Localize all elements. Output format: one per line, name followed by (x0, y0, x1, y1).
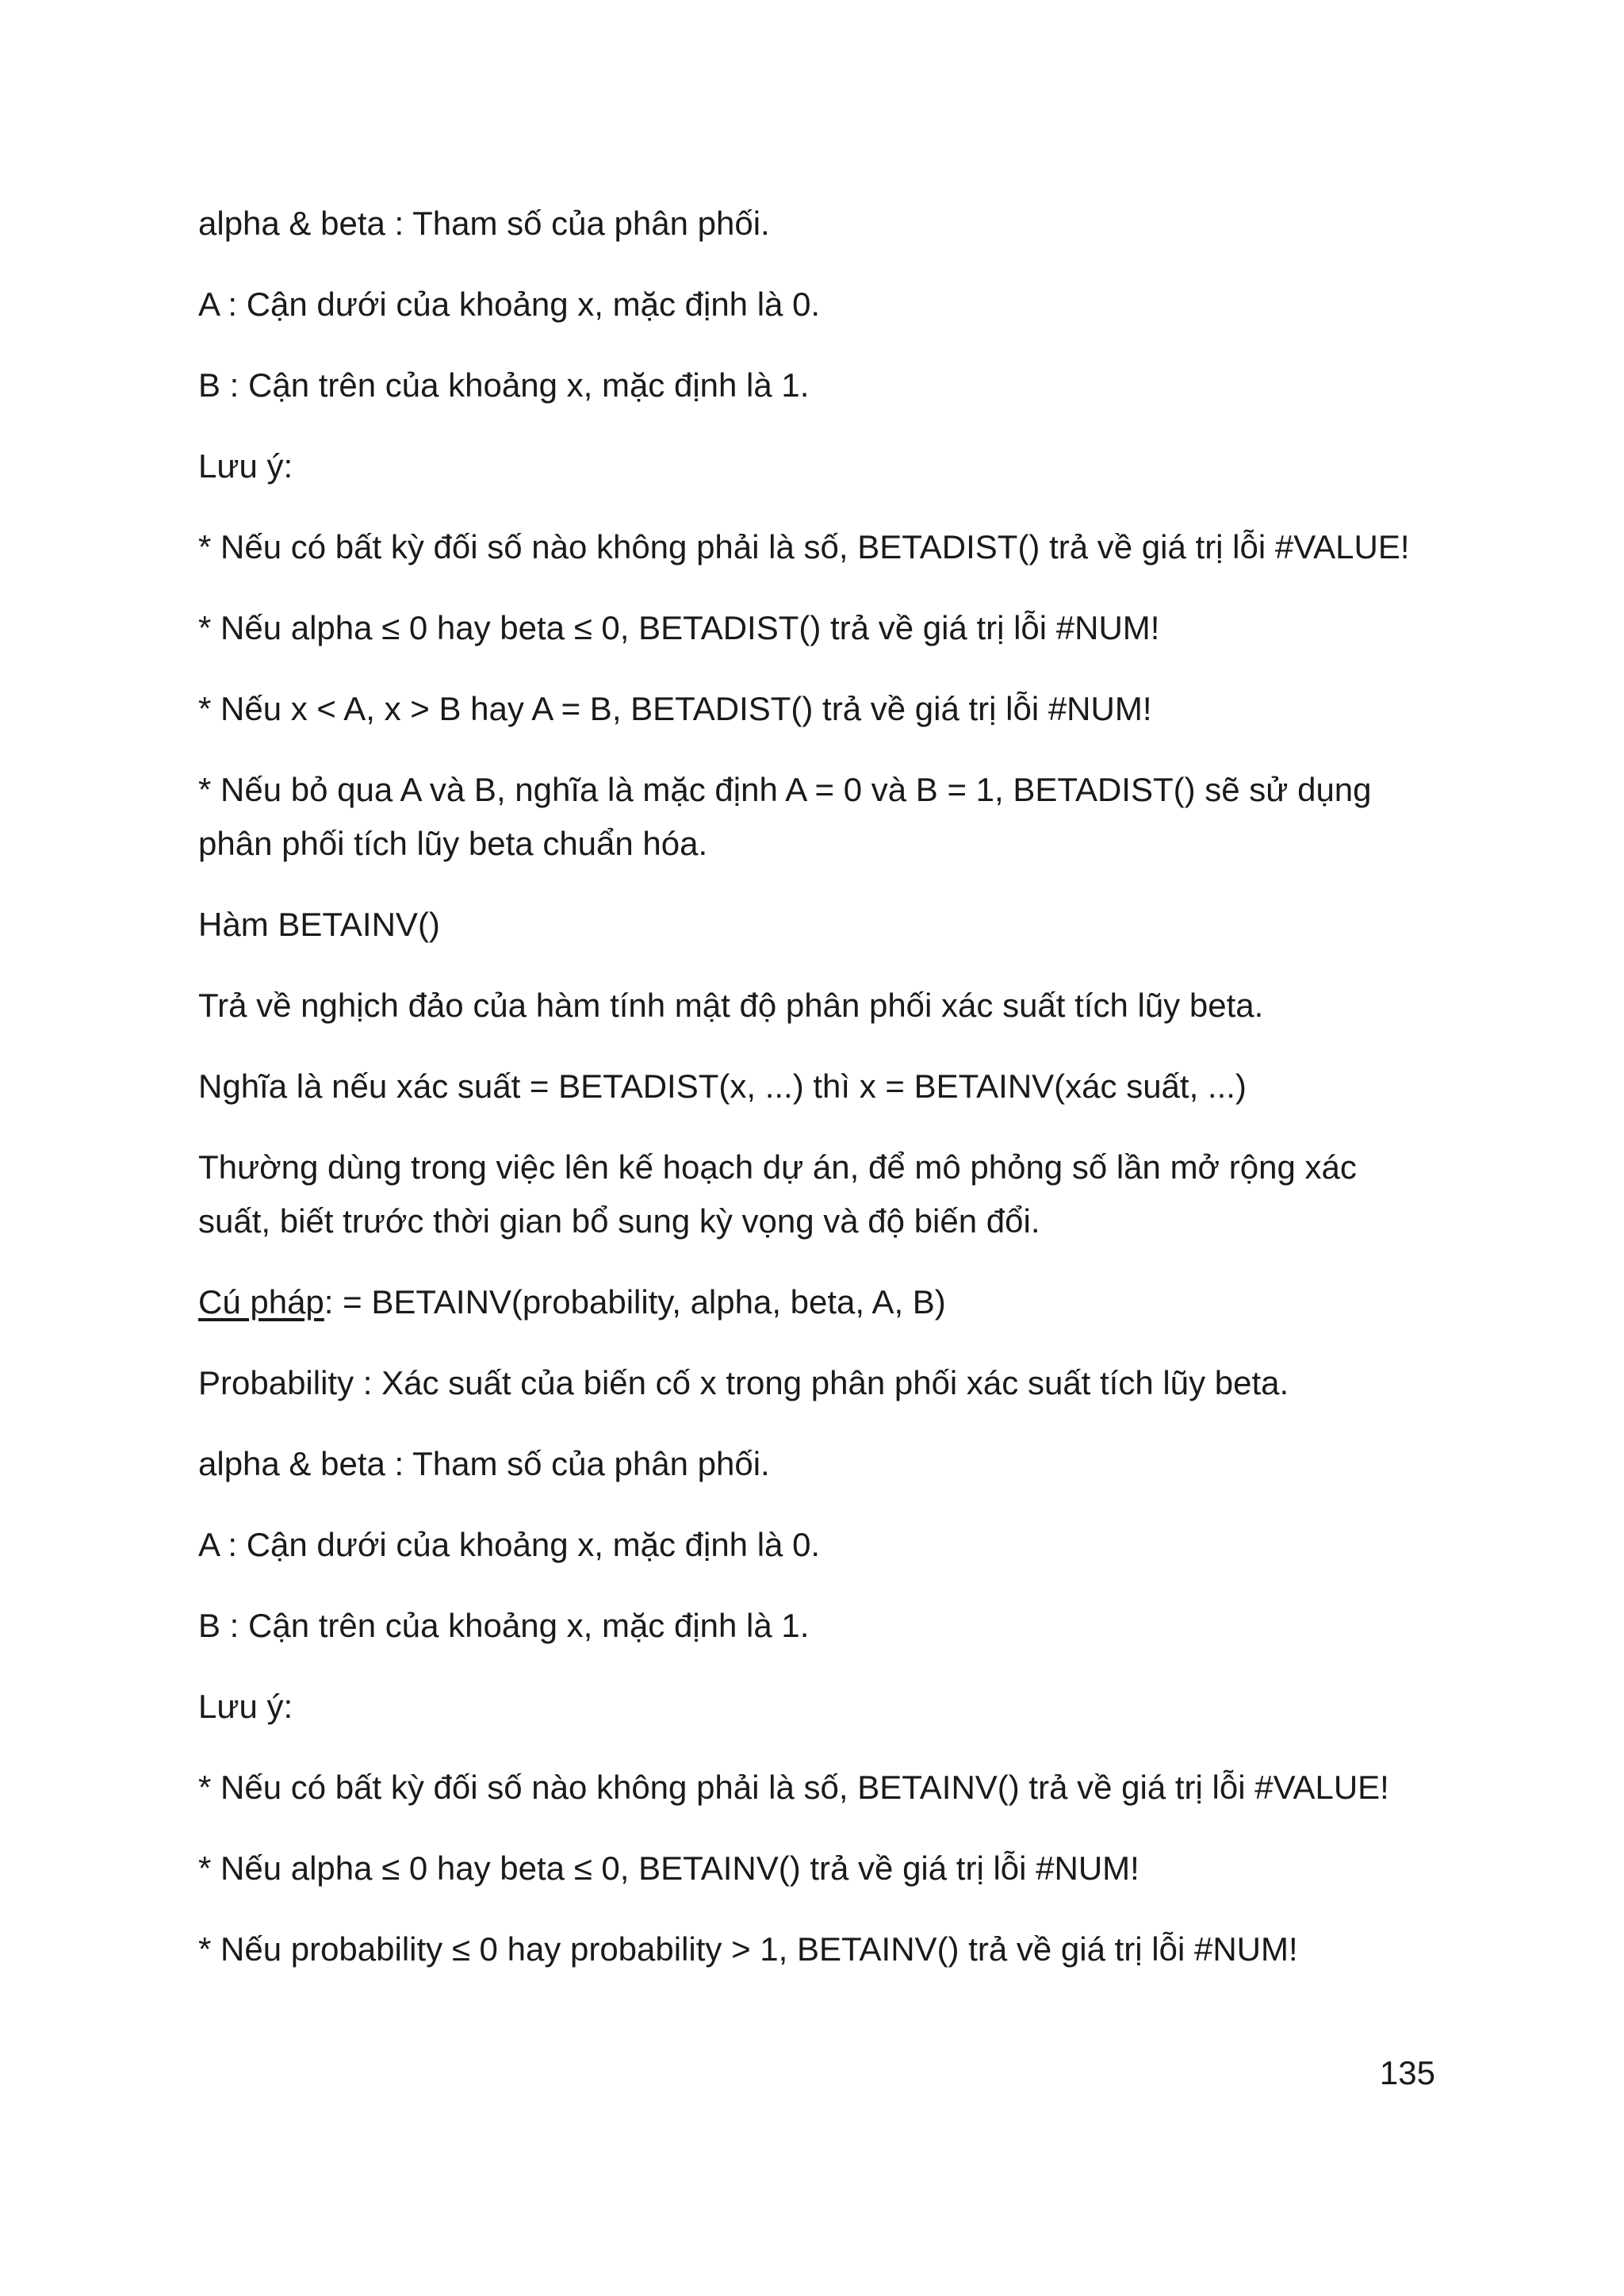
section-heading-betainv: Hàm BETAINV() (198, 906, 440, 943)
paragraph-betainv-description: Trả về nghịch đảo của hàm tính mật độ phân phối xác suất tích lũy beta. (198, 987, 1264, 1024)
paragraph-note-value-error-2: * Nếu có bất kỳ đối số nào không phải là số, BETAINV() trả về giá trị lỗi #VALUE! (198, 1769, 1389, 1806)
paragraph-syntax (198, 1275, 1435, 1329)
paragraph-note-omit-ab: * Nếu bỏ qua A và B, nghĩa là mặc định A = 0 và B = 1, BETADIST() sẽ sử dụng phân phối tích lũy beta chuẩn hóa. (198, 771, 1372, 862)
paragraph-betainv-usage: Thường dùng trong việc lên kế hoạch dự án, để mô phỏng số lần mở rộng xác suất, biết trước thời gian bổ sung kỳ vọng và độ biến đổi. (198, 1148, 1357, 1240)
paragraph-note-alpha-beta-2: * Nếu alpha ≤ 0 hay beta ≤ 0, BETAINV() trả về giá trị lỗi #NUM! (198, 1849, 1139, 1887)
paragraph-probability: Probability : Xác suất của biến cố x trong phân phối xác suất tích lũy beta. (198, 1364, 1289, 1401)
paragraph-alpha-beta-2: alpha & beta : Tham số của phân phối. (198, 1445, 770, 1482)
paragraph-note-alpha-beta: * Nếu alpha ≤ 0 hay beta ≤ 0, BETADIST() trả về giá trị lỗi #NUM! (198, 609, 1160, 646)
paragraph-note-x-range: * Nếu x < A, x > B hay A = B, BETADIST() trả về giá trị lỗi #NUM! (198, 690, 1152, 727)
paragraph-lower-bound: A : Cận dưới của khoảng x, mặc định là 0. (198, 286, 821, 323)
paragraph-upper-bound-2: B : Cận trên của khoảng x, mặc định là 1. (198, 1607, 810, 1644)
paragraph-betainv-meaning: Nghĩa là nếu xác suất = BETADIST(x, ...) thì x = BETAINV(xác suất, ...) (198, 1068, 1247, 1105)
paragraph-lower-bound-2: A : Cận dưới của khoảng x, mặc định là 0. (198, 1526, 821, 1563)
paragraph-note-probability-range: * Nếu probability ≤ 0 hay probability > 1, BETAINV() trả về giá trị lỗi #NUM! (198, 1930, 1298, 1968)
syntax-label: Cú pháp (198, 1283, 324, 1320)
paragraph-note-value-error: * Nếu có bất kỳ đối số nào không phải là số, BETADIST() trả về giá trị lỗi #VALUE! (198, 528, 1410, 565)
paragraph-alpha-beta: alpha & beta : Tham số của phân phối. (198, 205, 770, 242)
paragraph-note-heading: Lưu ý: (198, 447, 293, 485)
syntax-text: : = BETAINV(probability, alpha, beta, A, B) (324, 1283, 946, 1320)
paragraph-upper-bound: B : Cận trên của khoảng x, mặc định là 1. (198, 366, 810, 404)
page-number: 135 (1379, 2054, 1435, 2091)
page-content (198, 197, 1435, 2003)
paragraph-note-heading-2: Lưu ý: (198, 1688, 293, 1725)
